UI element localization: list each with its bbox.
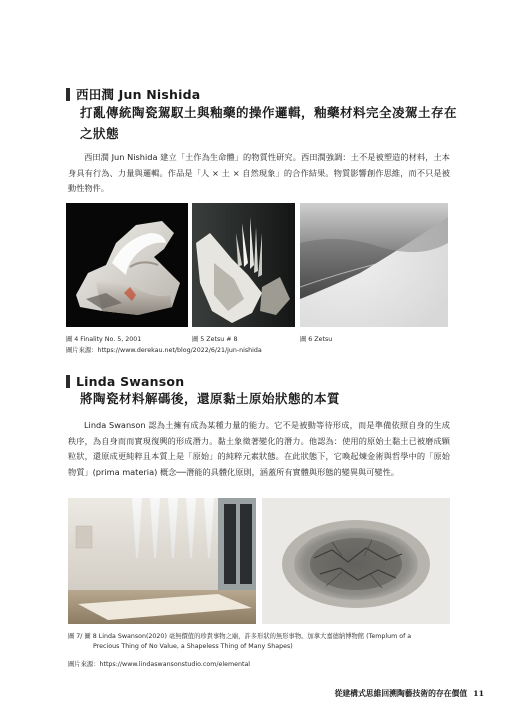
figure-4-caption: 圖 4 Finality No. 5, 2001	[66, 336, 142, 343]
subtitle-line-1: 打亂傳統陶瓷駕馭土與釉藥的操作邏輯，釉藥材料完全凌駕土存在	[80, 105, 458, 120]
section-marker-bar	[66, 88, 70, 101]
section-paragraph	[68, 418, 450, 480]
section-heading-jun-nishida	[66, 85, 200, 103]
section-subtitle	[80, 102, 460, 144]
section-title: 西田潤 Jun Nishida	[76, 87, 201, 102]
paragraph-text: 西田潤 Jun Nishida 建立「土作為生命體」的物質性研究。西田潤強調：土不是被塑造的材料，土本身具有行為、力量與邏輯。作品是「人 × 土 × 自然現象」的合作結果。物質影響創作思維，而不只是被動性物件。	[68, 152, 450, 193]
page-number: 11	[473, 689, 484, 698]
section-marker-bar	[66, 375, 70, 388]
figure-8-image	[262, 498, 450, 624]
figure-7-8-caption	[68, 632, 452, 651]
figure-4-image	[66, 203, 188, 327]
page-footer	[335, 688, 484, 699]
image-source-2: 圖片來源：https://www.lindaswansonstudio.com/elemental	[68, 661, 251, 668]
image-source-1: 圖片來源：https://www.derekau.net/blog/2022/6/21/jun-nishida	[66, 347, 262, 354]
section-subtitle: 將陶瓷材料解碼後，還原黏土原始狀態的本質	[80, 391, 341, 406]
running-title: 從建構式思維回溯陶藝技術的存在價值	[334, 689, 468, 698]
figure-5-caption: 圖 5 Zetsu # 8	[192, 336, 238, 343]
figure-6-caption: 圖 6 Zetsu	[300, 336, 333, 343]
caption-line-2: Precious Thing of No Value, a Shapeless Thing of Many Shapes)	[93, 642, 293, 650]
figure-7-image	[68, 498, 256, 624]
section-heading-linda-swanson	[66, 374, 184, 389]
subtitle-line-2: 之狀態	[80, 126, 120, 141]
caption-line-1: 圖 7/ 圖 8 Linda Swanson(2020) 毫無價值的珍貴事物之廟，許多形狀的無形事物。加拿大嘉德納博物館 (Templum of a	[68, 633, 412, 640]
section-title: Linda Swanson	[76, 374, 185, 389]
figure-5-image	[192, 203, 295, 327]
paragraph-text: Linda Swanson 認為土擁有成為某種力量的能力。它不是被動等待形成，而是準備依照自身的生成秩序，為自身而而實現復興的形成潛力。黏土象徵著變化的潛力。他認為：使用的原始土黏土已被磨成顆粒狀，還原成更純粹且本質上是「原始」的純粹元素狀態。在此狀態下，它喚起煉金術與哲學中的「原始物質」(prima materia) 概念──潛能的具體化原則，涵蓋所有實體與形態的變異與可變性。	[68, 420, 450, 477]
figure-6-image	[300, 203, 448, 327]
section-paragraph	[68, 150, 450, 197]
